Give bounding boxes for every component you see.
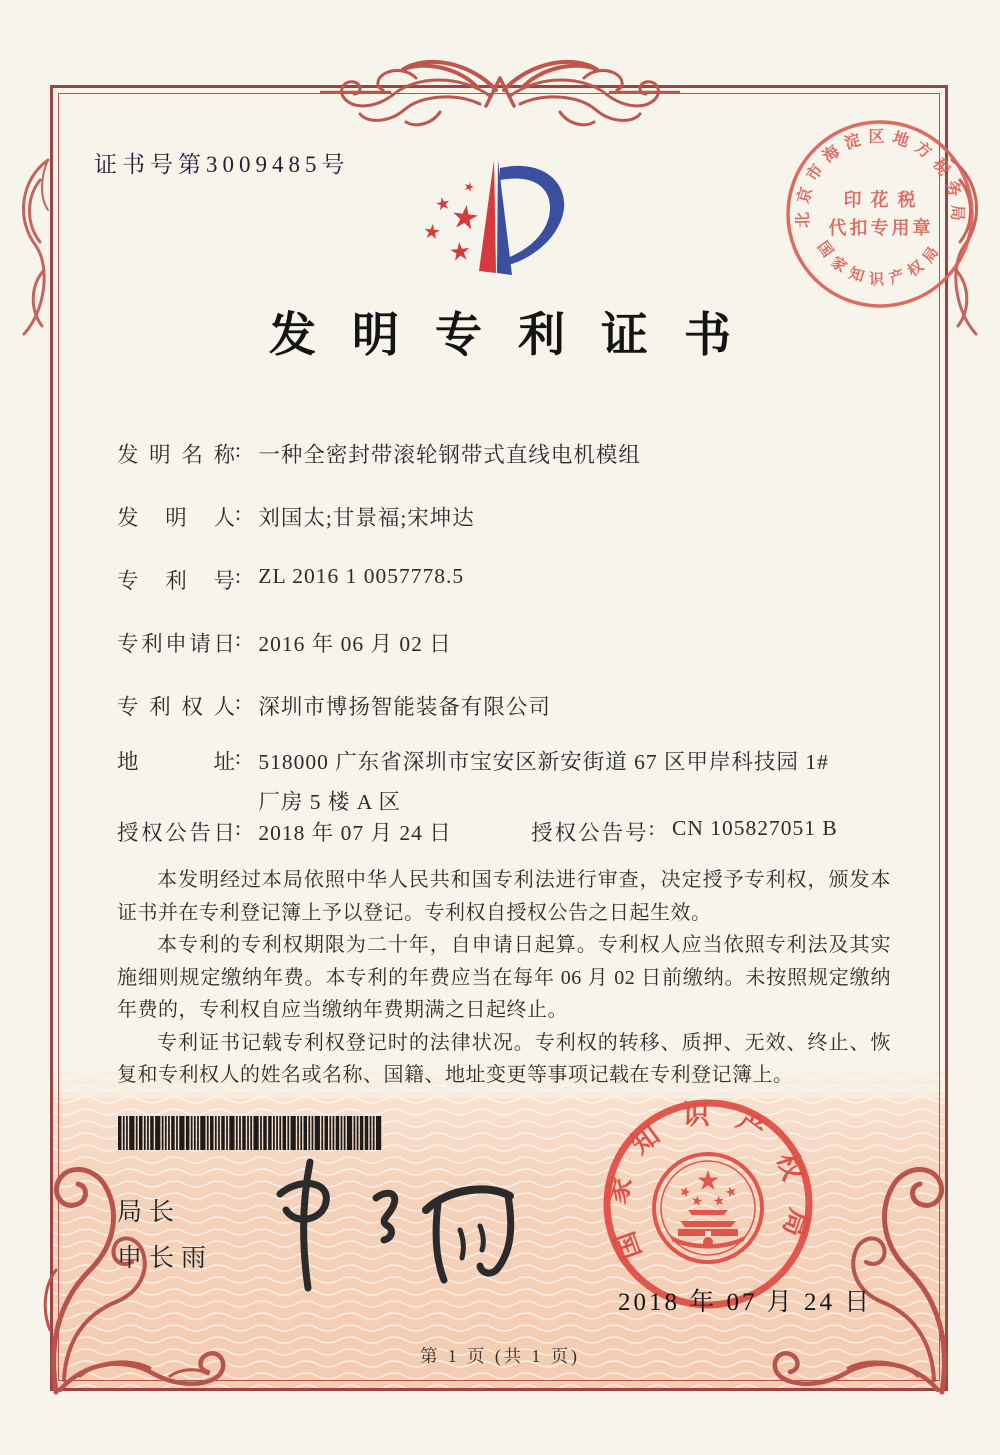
certificate-number: 证书号第3009485号 [94, 152, 350, 177]
top-center-flourish [320, 48, 680, 148]
logo-stars [425, 182, 478, 260]
field-label: 专利号 [117, 569, 235, 593]
stamp-center-line1: 印花税 [843, 190, 925, 210]
legal-text [117, 864, 891, 1092]
certificate-title: 发明专利证书 [269, 310, 767, 362]
field-value: 深圳市博扬智能装备有限公司 [258, 695, 551, 719]
legal-paragraph-2: 本专利的专利权期限为二十年，自申请日起算。专利权人应当依照专利法及其实施细则规定缴纳年费。本专利的年费应当在每年 06 月 02 日前缴纳。未按照规定缴纳年费的，专利权自应当缴纳年费期满之日起终止。 [117, 934, 891, 1021]
field-colon: : [235, 690, 241, 714]
field-patent-number [117, 564, 464, 595]
field-colon: : [648, 816, 655, 840]
field-grant-number [531, 816, 838, 847]
field-colon: : [235, 501, 241, 525]
field-invention-name [117, 438, 641, 469]
national-emblem-icon [654, 1154, 762, 1262]
cnipa-logo [408, 148, 598, 303]
field-value: CN 105827051 B [672, 816, 838, 840]
stamp-arc-bottom-text: 国家知识产权局 [813, 238, 947, 288]
address-line-2: 厂房 5 楼 A 区 [258, 790, 401, 814]
legal-paragraph-3: 专利证书记载专利权登记时的法律状况。专利权的转移、质押、无效、终止、恢复和专利权人的姓名或名称、国籍、地址变更等事项记载在专利登记簿上。 [117, 1031, 891, 1086]
field-grant-row [117, 816, 838, 847]
field-value: 2016 年 06 月 02 日 [258, 632, 452, 656]
seal-ring-text: 国家知识产权局 [601, 1100, 815, 1264]
field-patentee [117, 690, 551, 721]
barcode [118, 1116, 392, 1150]
field-colon: : [235, 745, 241, 769]
field-colon: : [235, 627, 241, 651]
official-title: 局长 [117, 1198, 182, 1226]
shen-changyu-handwritten-signature-icon [258, 1146, 538, 1306]
field-value: ZL 2016 1 0057778.5 [258, 564, 465, 588]
field-inventor [117, 501, 475, 532]
stamp-center-line2: 代扣专用章 [828, 218, 934, 238]
logo-blue-bowl [500, 166, 564, 265]
field-label: 发明人 [117, 506, 235, 530]
stamp-arc-top-text: 北京市海淀区地方税务局 [794, 128, 966, 229]
grant-stamp-date: 2018 年 07 月 24 日 [618, 1289, 873, 1316]
official-name: 申长雨 [117, 1244, 214, 1272]
field-label: 发明名称 [117, 443, 235, 467]
field-filing-date [117, 627, 452, 658]
field-address [117, 745, 829, 816]
field-value: 2018 年 07 月 24 日 [258, 821, 452, 845]
field-colon: : [235, 564, 241, 588]
legal-paragraph-1: 本发明经过本局依照中华人民共和国专利法进行审查，决定授予专利权，颁发本证书并在专利登记簿上予以登记。专利权自授权公告之日起生效。 [117, 869, 891, 924]
field-colon: : [235, 816, 241, 840]
field-label: 授权公告号 [531, 821, 649, 845]
field-label: 地址 [117, 750, 235, 774]
field-value: 一种全密封带滚轮钢带式直线电机模组 [258, 443, 641, 467]
field-colon: : [235, 438, 241, 462]
logo-red-wedge [479, 160, 496, 273]
field-value [258, 745, 829, 816]
field-value: 刘国太;甘景福;宋坤达 [258, 506, 475, 530]
tax-stamp-seal [778, 112, 982, 316]
field-label: 授权公告日 [117, 821, 235, 845]
field-label: 专利申请日 [117, 632, 235, 656]
address-line-1: 518000 广东省深圳市宝安区新安街道 67 区甲岸科技园 1# [258, 750, 829, 774]
field-label: 专利权人 [117, 695, 235, 719]
page-number: 第 1 页 (共 1 页) [419, 1346, 581, 1366]
cnipa-patent-logo-icon [408, 148, 598, 298]
